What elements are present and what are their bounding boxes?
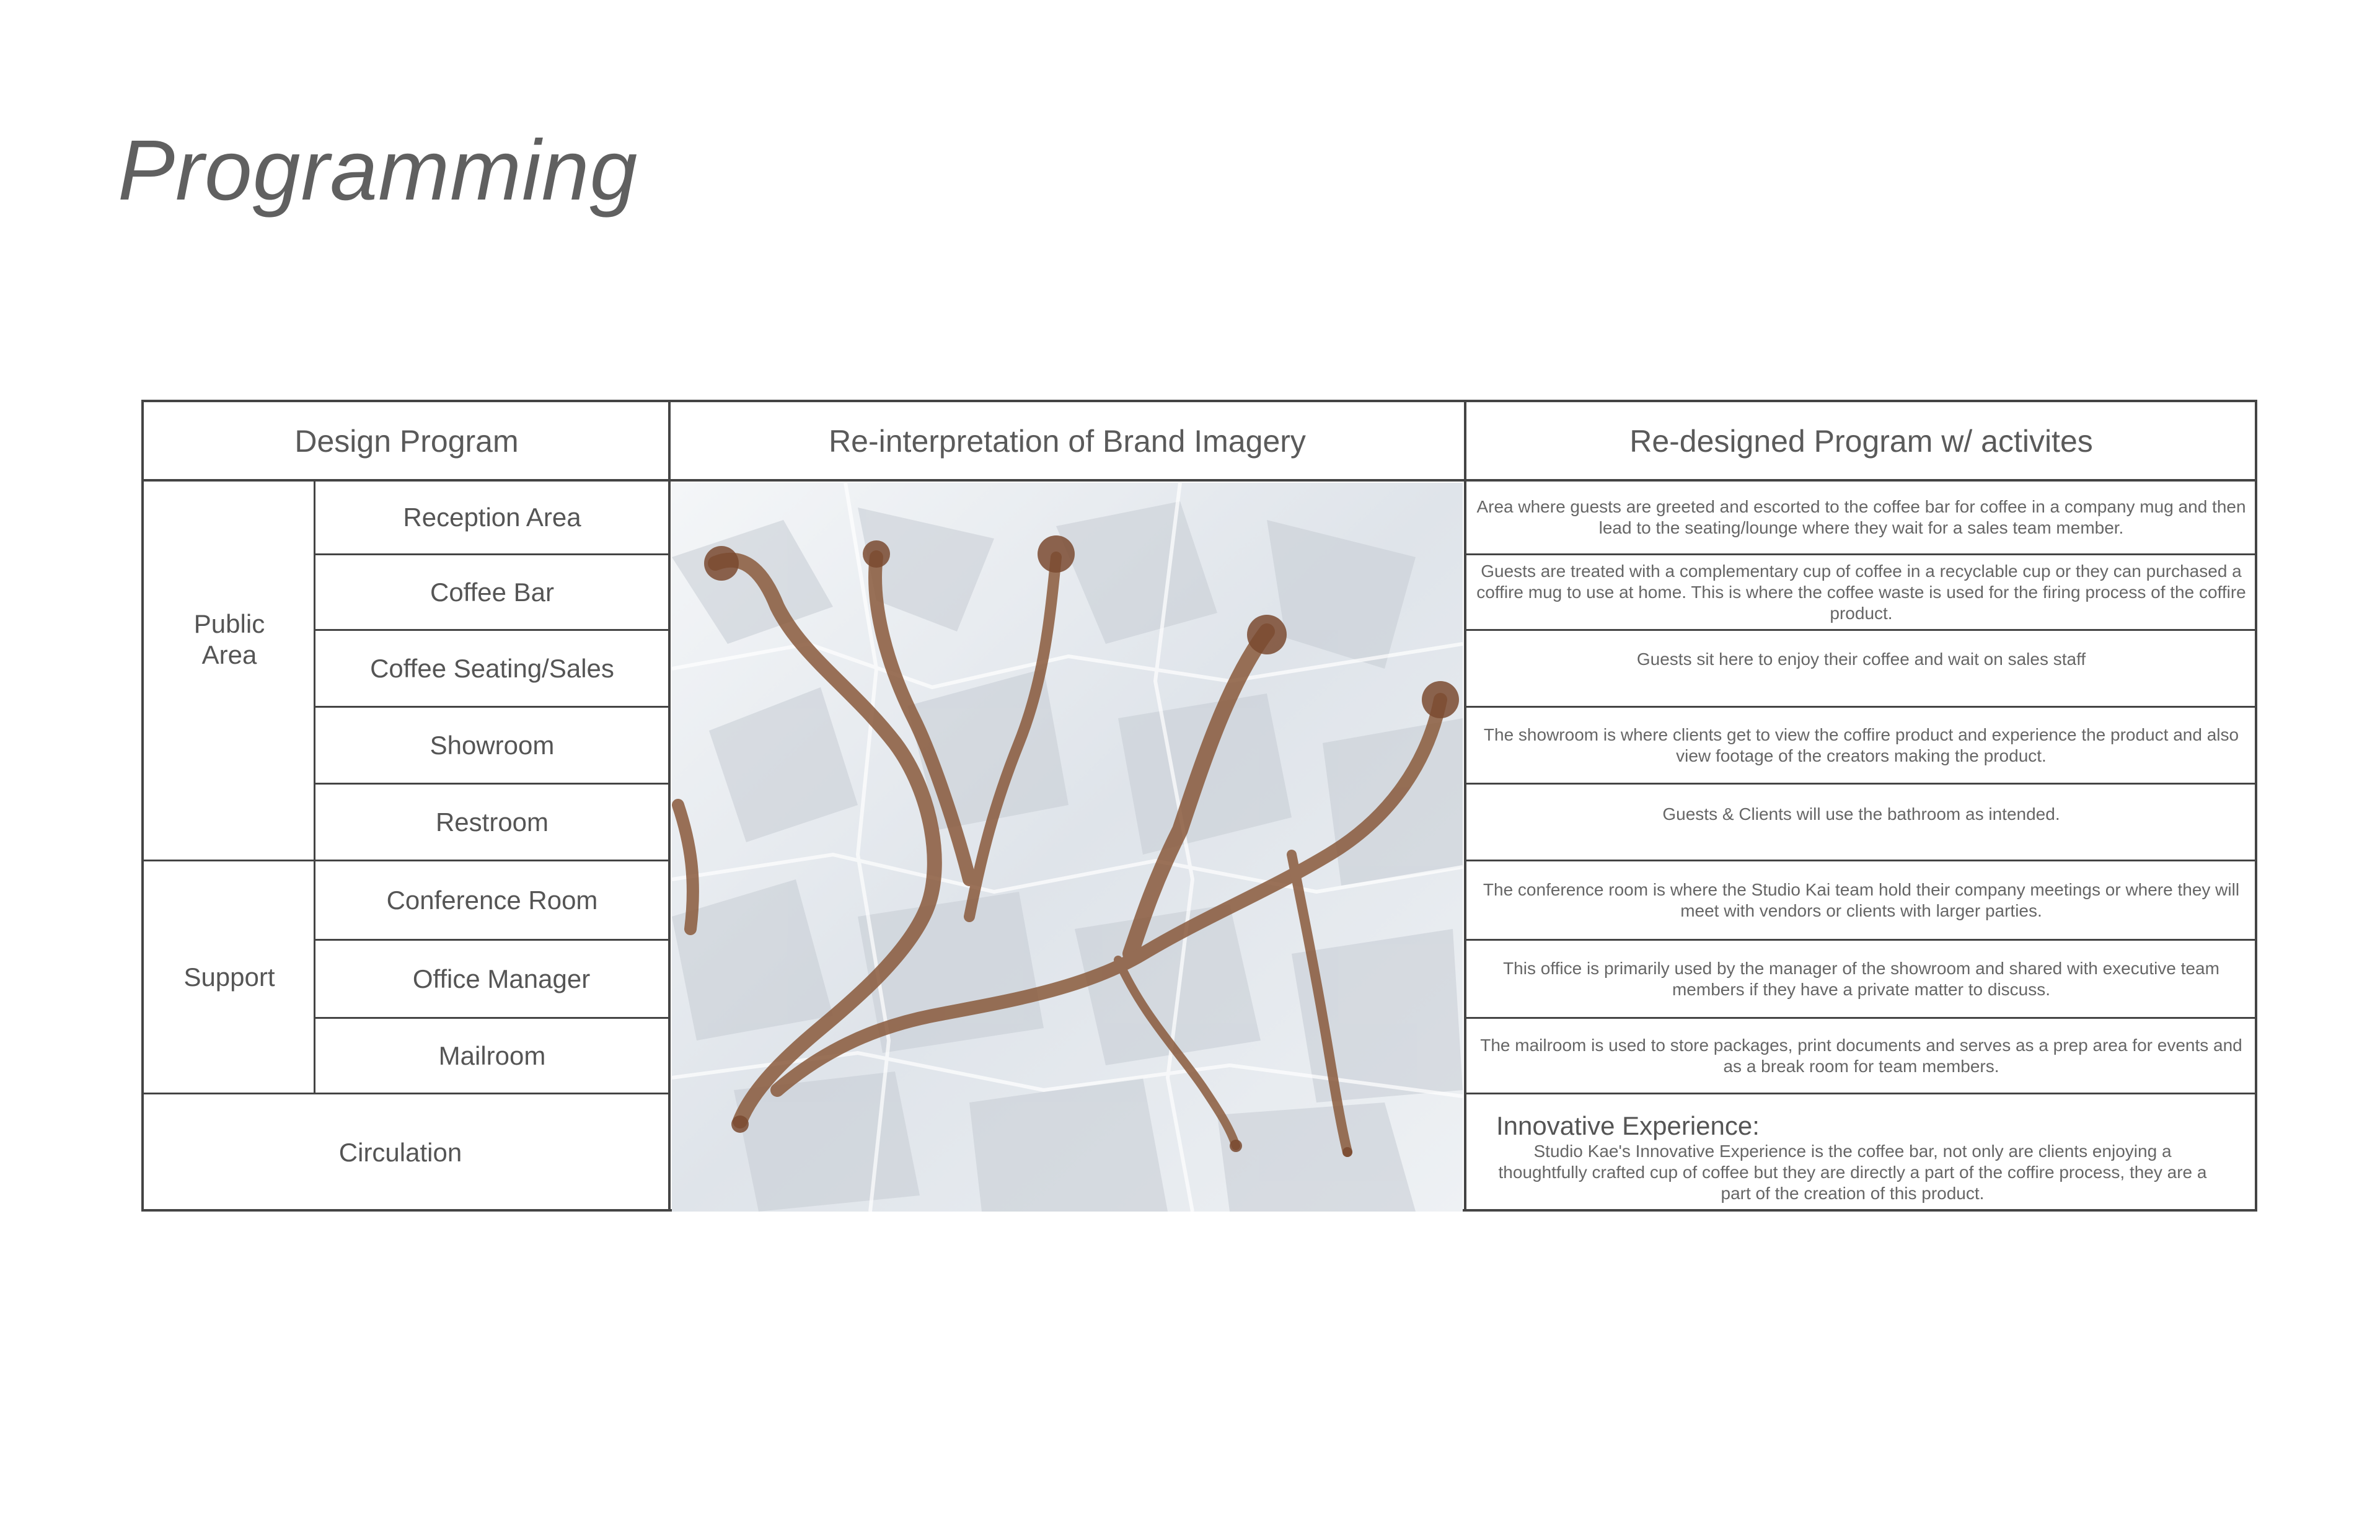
activity-showroom: The showroom is where clients get to view the coffire product and experience the product and also view footage of the creators making the product. bbox=[1483, 724, 2239, 765]
rule-activity-1 bbox=[1465, 553, 2257, 555]
rule-activity-6 bbox=[1465, 939, 2257, 941]
rule-space-5 bbox=[315, 860, 669, 861]
rule-space-7 bbox=[315, 1017, 669, 1019]
activity-mailroom: The mailroom is used to store packages, print documents and serves as a prep area for events and as a break room for team members. bbox=[1480, 1035, 2242, 1076]
space-restroom: Restroom bbox=[435, 807, 549, 837]
page-title: Programming bbox=[118, 123, 638, 218]
activity-office-manager: This office is primarily used by the manager of the showroom and shared with executive team members if they have a private matter to discuss. bbox=[1503, 958, 2219, 999]
header-design-program: Design Program bbox=[294, 424, 519, 459]
activity-reception-area: Area where guests are greeted and escorted to the coffee bar for coffee in a company mug and then lead to the seating/lounge where they wait for a sales team member. bbox=[1476, 496, 2246, 537]
rule-group-public bbox=[144, 860, 315, 861]
activity-conference-room: The conference room is where the Studio Kai team hold their company meetings or where they will meet with vendors or clients with larger parties. bbox=[1483, 879, 2240, 920]
space-office-manager: Office Manager bbox=[412, 964, 591, 993]
activity-restroom: Guests & Clients will use the bathroom as intended. bbox=[1662, 804, 2060, 824]
space-coffee-seating-sales: Coffee Seating/Sales bbox=[370, 654, 614, 683]
rule-group-support bbox=[144, 1093, 669, 1094]
space-showroom: Showroom bbox=[430, 731, 555, 760]
rule-space-1 bbox=[315, 553, 669, 555]
space-conference-room: Conference Room bbox=[386, 886, 598, 915]
activity-coffee-seating-sales: Guests sit here to enjoy their coffee and wait on sales staff bbox=[1636, 649, 2086, 669]
header-brand-imagery: Re-interpretation of Brand Imagery bbox=[829, 424, 1306, 459]
innovative-experience bbox=[1465, 1094, 2257, 1212]
rule-activity-7 bbox=[1465, 1017, 2257, 1019]
innovative-body: Studio Kae's Innovative Experience is the coffee bar, not only are clients enjoying a thoughtfully crafted cup of coffee but they are directly a part of the coffire process, they are a part of the creation of this product. bbox=[1498, 1142, 2207, 1203]
rule-space-6 bbox=[315, 939, 669, 941]
rule-activity-3 bbox=[1465, 706, 2257, 708]
header-redesigned-program: Re-designed Program w/ activites bbox=[1629, 424, 2093, 459]
activity-coffee-bar: Guests are treated with a complementary cup of coffee in a recyclable cup or they can purchased a coffire mug to use at home. This is where the coffee waste is used for the firing process of the coffire product. bbox=[1476, 561, 2246, 623]
rule-space-2 bbox=[315, 629, 669, 631]
space-reception-area: Reception Area bbox=[403, 503, 581, 532]
rule-header bbox=[144, 479, 2257, 482]
group-public-area: Public Area bbox=[193, 609, 265, 669]
coffee-stain-image bbox=[672, 483, 1463, 1212]
rule-space-3 bbox=[315, 706, 669, 708]
rule-activity-2 bbox=[1465, 629, 2257, 631]
rule-space-4 bbox=[315, 783, 669, 785]
innovative-heading: Innovative Experience: bbox=[1496, 1111, 1760, 1140]
group-support: Support bbox=[183, 962, 275, 992]
group-circulation: Circulation bbox=[338, 1137, 462, 1167]
rule-col-2 bbox=[668, 402, 671, 1212]
space-coffee-bar: Coffee Bar bbox=[430, 578, 554, 607]
rule-activity-4 bbox=[1465, 783, 2257, 785]
rule-col-3 bbox=[1464, 402, 1466, 1212]
design-program-table bbox=[141, 400, 2257, 1212]
rule-activity-5 bbox=[1465, 860, 2257, 861]
coffee-stain-crumpled-paper-icon bbox=[672, 483, 1463, 1212]
rule-activity-8 bbox=[1465, 1093, 2257, 1094]
rule-group-col bbox=[314, 480, 315, 1094]
space-mailroom: Mailroom bbox=[438, 1041, 546, 1070]
